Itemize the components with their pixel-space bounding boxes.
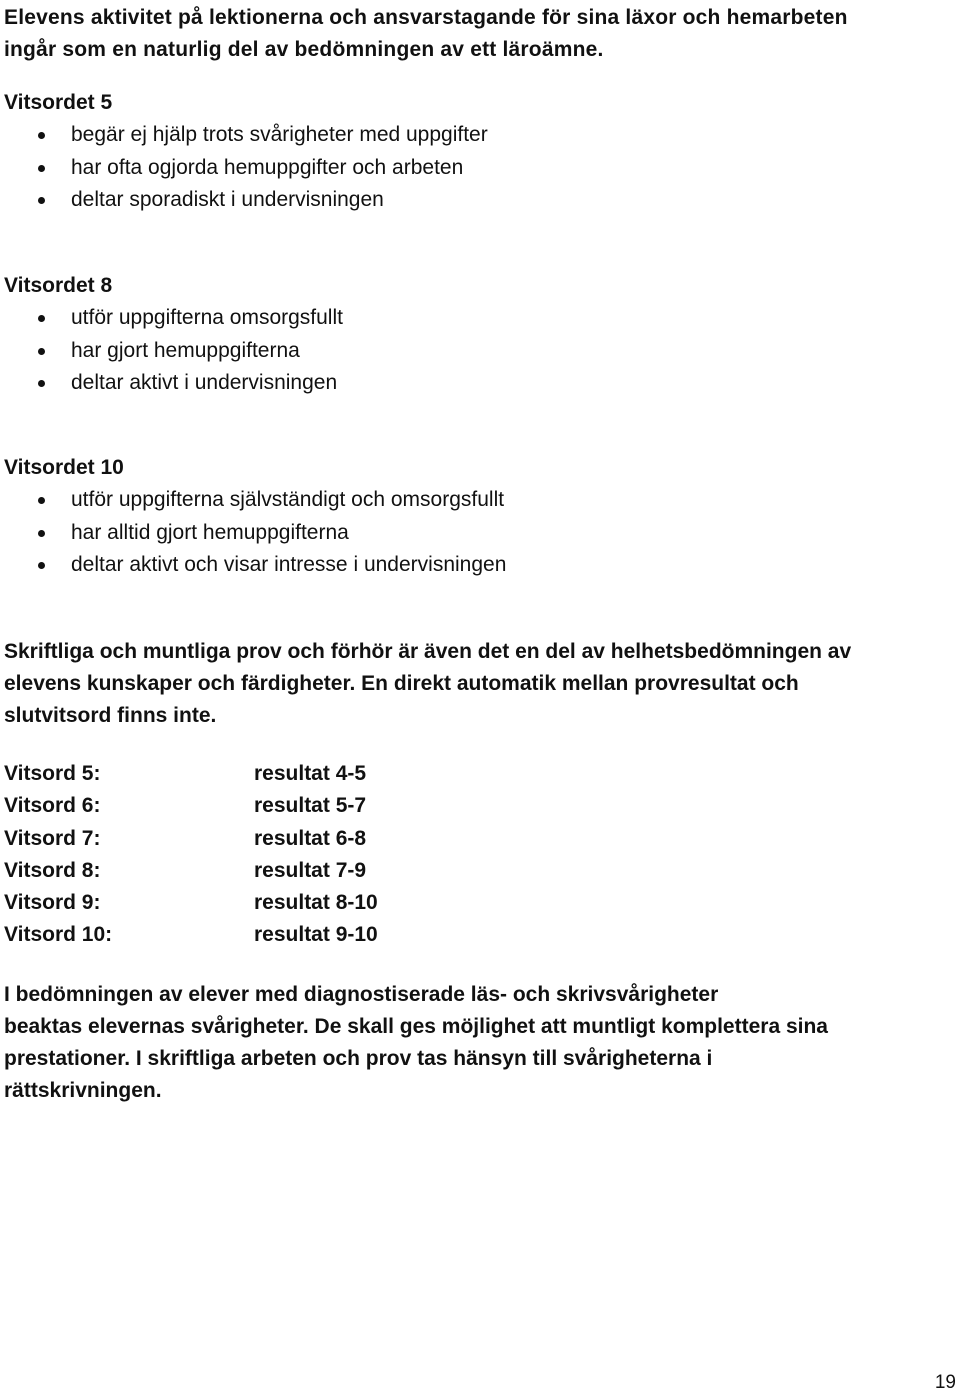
list-item-text: har alltid gjort hemuppgifterna xyxy=(71,520,349,544)
grade-result: resultat 5-7 xyxy=(254,794,367,818)
grade-heading: Vitsordet 10 xyxy=(4,456,124,479)
list-item-text: begär ej hjälp trots svårigheter med uppgifter xyxy=(71,123,488,146)
table-row xyxy=(4,790,378,822)
grade-block-10 xyxy=(4,452,506,582)
grade-result: resultat 8-10 xyxy=(254,891,378,915)
bullet-icon xyxy=(38,380,45,387)
bullet-icon xyxy=(38,197,45,204)
grade-heading: Vitsordet 8 xyxy=(4,274,113,297)
grade-block-5 xyxy=(4,87,488,217)
list-item xyxy=(4,549,506,582)
grade-result: resultat 7-9 xyxy=(254,858,367,882)
list-item xyxy=(4,119,488,152)
bullet-icon xyxy=(38,132,45,139)
grade-result-table xyxy=(4,758,378,952)
list-item xyxy=(4,517,506,550)
list-item xyxy=(4,484,506,517)
grade-label: Vitsord 8: xyxy=(4,858,101,882)
grade-result: resultat 9-10 xyxy=(254,923,378,947)
list-item-text: har ofta ogjorda hemuppgifter och arbeten xyxy=(71,155,464,179)
criteria-list xyxy=(4,119,488,217)
grade-label: Vitsord 9: xyxy=(4,891,101,915)
paragraph-line: slutvitsord finns inte. xyxy=(4,704,217,727)
table-row xyxy=(4,823,378,855)
grade-label: Vitsord 6: xyxy=(4,794,101,818)
page-number: 19 xyxy=(934,1372,956,1393)
grade-block-8 xyxy=(4,270,343,400)
table-row xyxy=(4,887,378,919)
paragraph-line: rättskrivningen. xyxy=(4,1079,162,1102)
bullet-icon xyxy=(38,530,45,537)
paragraph-line: Skriftliga och muntliga prov och förhör är även det en del av helhetsbedömningen av xyxy=(4,640,852,663)
intro-line: Elevens aktivitet på lektionerna och ansvarstagande för sina läxor och hemarbeten xyxy=(4,6,848,29)
table-row xyxy=(4,919,378,951)
grade-result: resultat 6-8 xyxy=(254,826,367,850)
grade-heading: Vitsordet 5 xyxy=(4,91,113,114)
list-item-text: utför uppgifterna omsorgsfullt xyxy=(71,306,343,329)
bullet-icon xyxy=(38,497,45,504)
bullet-icon xyxy=(38,165,45,172)
list-item xyxy=(4,335,343,368)
intro-paragraph xyxy=(4,2,848,66)
list-item xyxy=(4,152,488,185)
intro-line: ingår som en naturlig del av bedömningen av ett läroämne. xyxy=(4,38,604,61)
grade-label: Vitsord 10: xyxy=(4,923,113,947)
list-item-text: deltar aktivt och visar intresse i undervisningen xyxy=(71,553,507,576)
paragraph-line: elevens kunskaper och färdigheter. En direkt automatik mellan provresultat och xyxy=(4,672,799,695)
table-row xyxy=(4,855,378,887)
closing-paragraph xyxy=(4,979,828,1107)
paragraph-line: prestationer. I skriftliga arbeten och prov tas hänsyn till svårigheterna i xyxy=(4,1047,713,1070)
exam-paragraph xyxy=(4,636,851,732)
list-item xyxy=(4,184,488,217)
bullet-icon xyxy=(38,562,45,569)
table-row xyxy=(4,758,378,790)
criteria-list xyxy=(4,484,506,582)
grade-label: Vitsord 7: xyxy=(4,826,101,850)
grade-label: Vitsord 5: xyxy=(4,762,101,785)
criteria-list xyxy=(4,302,343,400)
list-item xyxy=(4,302,343,335)
grade-result: resultat 4-5 xyxy=(254,762,367,785)
list-item-text: deltar aktivt i undervisningen xyxy=(71,371,338,394)
bullet-icon xyxy=(38,348,45,355)
list-item-text: deltar sporadiskt i undervisningen xyxy=(71,188,384,211)
list-item-text: utför uppgifterna självständigt och omsorgsfullt xyxy=(71,488,505,511)
paragraph-line: I bedömningen av elever med diagnostiserade läs- och skrivsvårigheter xyxy=(4,983,719,1006)
bullet-icon xyxy=(38,315,45,322)
list-item-text: har gjort hemuppgifterna xyxy=(71,338,300,362)
list-item xyxy=(4,367,343,400)
paragraph-line: beaktas elevernas svårigheter. De skall ges möjlighet att muntligt komplettera sina xyxy=(4,1015,828,1038)
